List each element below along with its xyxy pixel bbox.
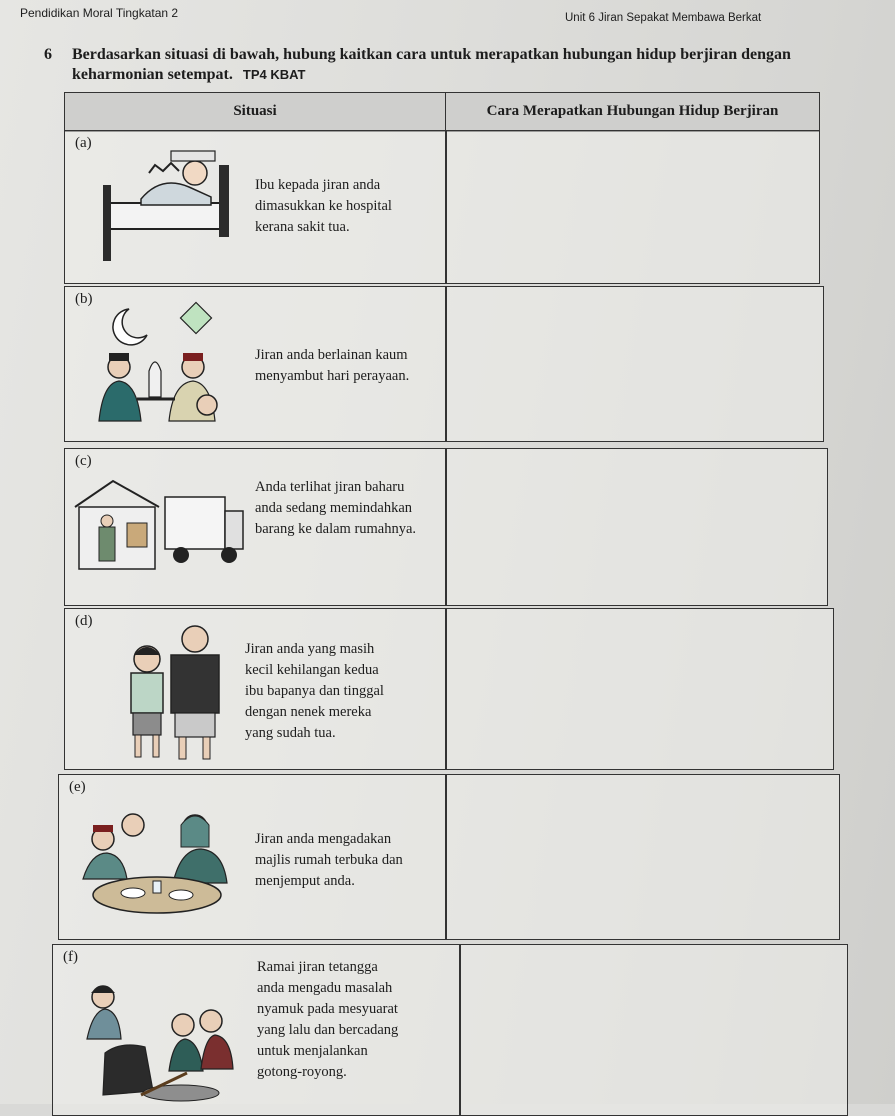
answer-cell[interactable] xyxy=(461,945,847,1115)
table-row-f xyxy=(52,944,848,1116)
table-row-e xyxy=(58,774,840,940)
row-label: (a) xyxy=(75,135,92,151)
answer-cell[interactable] xyxy=(447,287,823,441)
question-number: 6 xyxy=(44,46,52,63)
table-header xyxy=(64,92,820,132)
row-label: (c) xyxy=(75,453,92,469)
situation-text: Jiran anda berlainan kaum menyambut hari perayaan. xyxy=(255,347,410,384)
situation-text: Ramai jiran tetangga anda mengadu masalah nyamuk pada mesyuarat yang lalu dan bercadang untuk menjalankan gotong-royong. xyxy=(257,959,399,1080)
orphaned-children-illustration xyxy=(121,619,241,765)
situation-text: Ibu kepada jiran anda dimasukkan ke hospital kerana sakit tua. xyxy=(255,177,392,235)
row-label: (b) xyxy=(75,291,93,307)
row-label: (e) xyxy=(69,779,86,795)
hospital-bed-illustration xyxy=(101,145,251,261)
header-situasi: Situasi xyxy=(65,93,446,131)
answer-cell[interactable] xyxy=(447,131,819,283)
unit-header: Unit 6 Jiran Sepakat Membawa Berkat xyxy=(565,12,762,24)
answer-cell[interactable] xyxy=(447,609,833,769)
situation-text: Jiran anda yang masih kecil kehilangan kedua ibu bapanya dan tinggal dengan nenek mereka yang sudah tua. xyxy=(245,641,384,741)
open-house-feast-illustration xyxy=(77,809,247,929)
answer-cell[interactable] xyxy=(447,449,827,605)
festival-greeting-illustration xyxy=(89,301,249,427)
question-text: Berdasarkan situasi di bawah, hubung kaitkan cara untuk merapatkan hubungan hidup berjiran dengan keharmonian setempat. xyxy=(72,46,791,83)
situation-text: Jiran anda mengadakan majlis rumah terbuka dan menjemput anda. xyxy=(255,831,403,889)
gotong-royong-illustration xyxy=(75,975,251,1105)
row-label: (f) xyxy=(63,949,78,965)
row-label: (d) xyxy=(75,613,93,629)
answer-cell[interactable] xyxy=(447,775,839,939)
subject-header: Pendidikan Moral Tingkatan 2 xyxy=(20,6,179,20)
table-row-d xyxy=(64,608,834,770)
table-row-c xyxy=(64,448,828,606)
question-block xyxy=(44,45,848,85)
question-tags: TP4 KBAT xyxy=(242,67,306,82)
moving-truck-illustration xyxy=(69,477,249,577)
situation-text: Anda terlihat jiran baharu anda sedang memindahkan barang ke dalam rumahnya. xyxy=(255,479,417,537)
header-cara: Cara Merapatkan Hubungan Hidup Berjiran xyxy=(486,103,779,119)
table-row-a xyxy=(64,130,820,284)
table-row-b xyxy=(64,286,824,442)
